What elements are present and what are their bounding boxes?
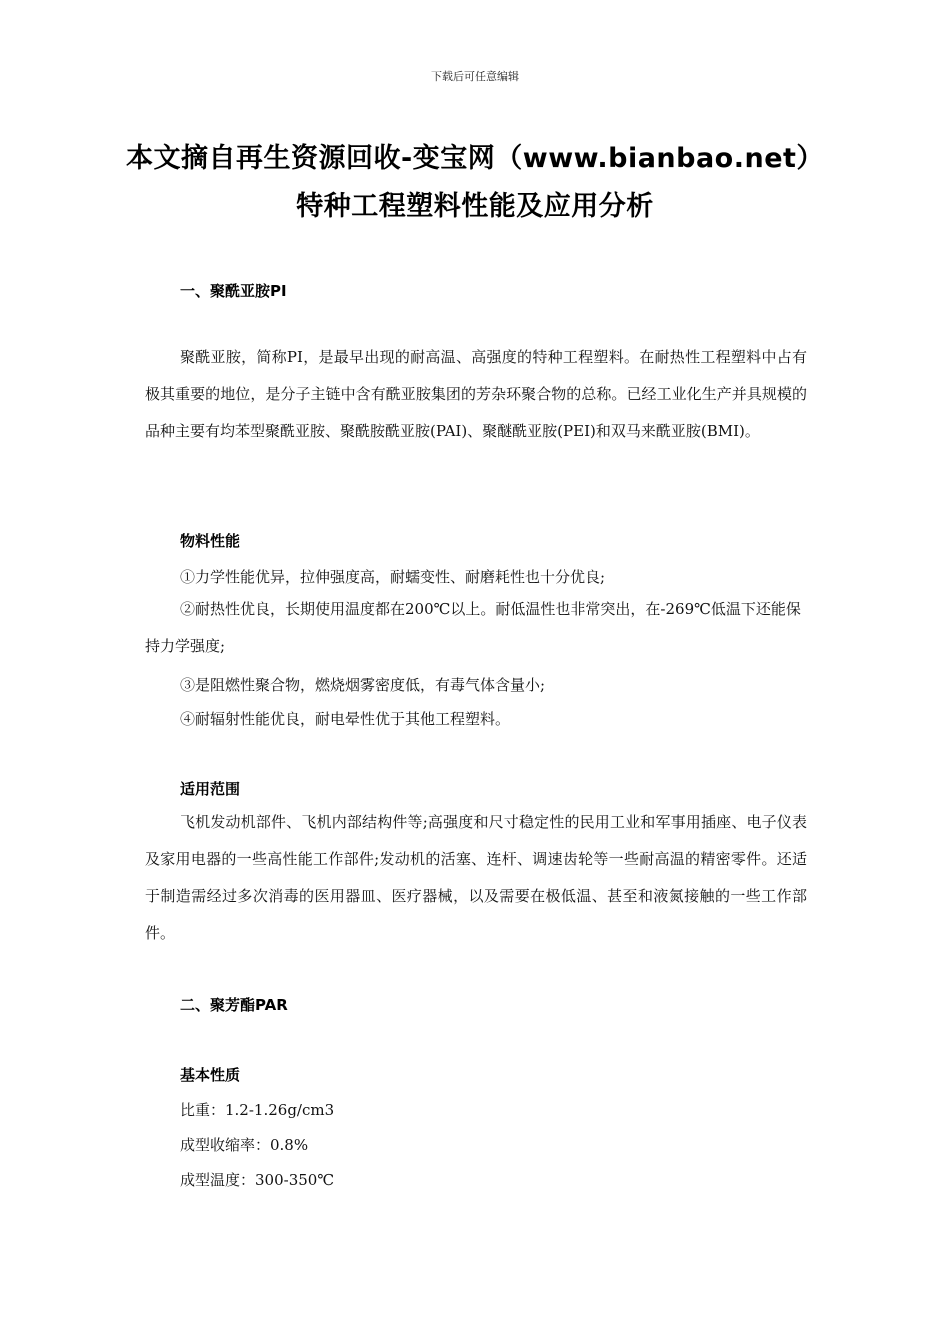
basic-properties-heading: 基本性质 (180, 1066, 241, 1084)
section1-heading: 一、聚酰亚胺PI (180, 282, 287, 300)
property-item-2: ②耐热性优良，长期使用温度都在200℃以上。耐低温性也非常突出，在-269℃低温下还能保持力学强度; (145, 600, 801, 655)
section2-heading: 二、聚芳酯PAR (180, 996, 288, 1014)
property-item-1: ①力学性能优异，拉伸强度高，耐蠕变性、耐磨耗性也十分优良; (180, 568, 606, 586)
basic-property-shrinkage: 成型收缩率：0.8% (180, 1136, 309, 1154)
document-title-line1: 本文摘自再生资源回收-变宝网（www.bianbao.net） (126, 143, 824, 174)
document-title-line2: 特种工程塑料性能及应用分析 (296, 191, 654, 222)
basic-property-temperature: 成型温度：300-350℃ (180, 1171, 335, 1189)
section1-intro-paragraph: 聚酰亚胺，简称PI，是最早出现的耐高温、高强度的特种工程塑料。在耐热性工程塑料中占有极其重要的地位，是分子主链中含有酰亚胺集团的芳杂环聚合物的总称。已经工业化生产并具规模的品种主要有均苯型聚酰亚胺、聚酰胺酰亚胺(PAI)、聚醚酰亚胺(PEI)和双马来酰亚胺(BMI)。 (145, 348, 807, 440)
basic-property-density: 比重：1.2-1.26g/cm3 (180, 1101, 335, 1119)
applications-paragraph: 飞机发动机部件、飞机内部结构件等;高强度和尺寸稳定性的民用工业和军事用插座、电子仪表及家用电器的一些高性能工作部件;发动机的活塞、连杆、调速齿轮等一些耐高温的精密零件。还适于制造需经过多次消毒的医用器皿、医疗器械，以及需要在极低温、甚至和液氮接触的一些工作部件。 (145, 813, 807, 942)
header-note: 下载后可任意编辑 (431, 70, 519, 83)
properties-heading: 物料性能 (180, 532, 241, 550)
property-item-4: ④耐辐射性能优良，耐电晕性优于其他工程塑料。 (180, 710, 511, 728)
applications-heading: 适用范围 (180, 780, 241, 798)
property-item-3: ③是阻燃性聚合物，燃烧烟雾密度低，有毒气体含量小; (180, 676, 546, 694)
